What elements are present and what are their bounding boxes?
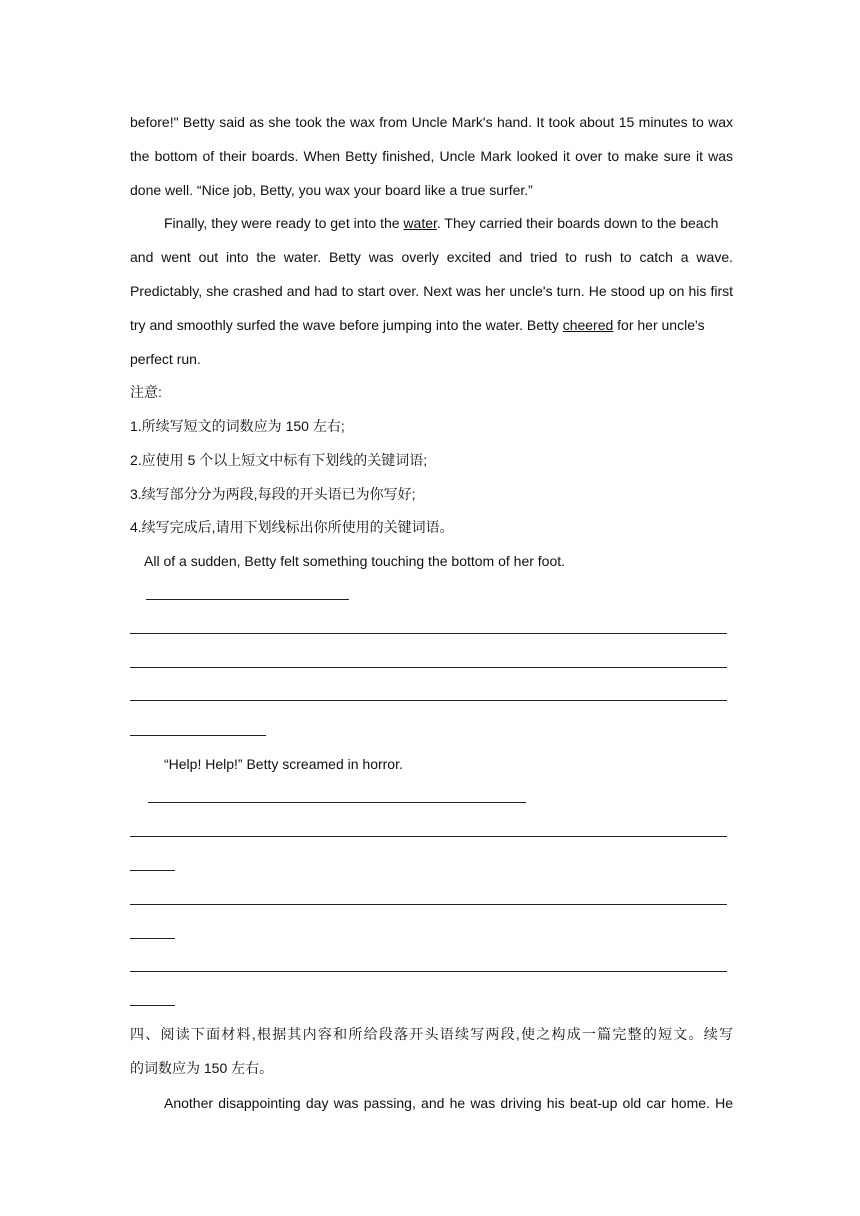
section4-instruction: 四、阅读下面材料,根据其内容和所给段落开头语续写两段,使之构成一篇完整的短文。续写 [130,1026,733,1042]
story-text: Finally, they were ready to get into the [164,215,404,231]
answer-blank[interactable] [130,938,175,939]
story-line: the bottom of their boards. When Betty finished, Uncle Mark looked it over to make sure it was [130,148,733,164]
story-line: perfect run. [130,351,201,367]
answer-blank[interactable] [130,870,175,871]
key-word-water: water [403,215,437,231]
section4-story-line: Another disappointing day was passing, and he was driving his beat-up old car home. He [164,1095,733,1111]
answer-blank[interactable] [130,836,727,837]
story-line [130,316,733,334]
story-text: for her uncle's [613,317,705,333]
story-line: done well. “Nice job, Betty, you wax your board like a true surfer.” [130,182,533,198]
story-line: Predictably, she crashed and had to start over. Next was her uncle's turn. He stood up on his first [130,283,733,299]
answer-blank[interactable] [130,1005,175,1006]
story-line: before!" Betty said as she took the wax from Uncle Mark's hand. It took about 15 minutes to wax [130,114,733,130]
answer-blank[interactable] [130,633,727,634]
answer-blank[interactable] [130,700,727,701]
answer-blank[interactable] [146,599,349,600]
note-item: 1.所续写短文的词数应为 150 左右; [130,418,345,434]
answer-blank[interactable] [130,904,727,905]
answer-blank[interactable] [130,735,266,736]
answer-blank[interactable] [130,667,727,668]
note-item: 2.应使用 5 个以上短文中标有下划线的关键词语; [130,452,428,468]
para2-opening: “Help! Help!” Betty screamed in horror. [164,756,403,772]
note-item: 4.续写完成后,请用下划线标出你所使用的关键词语。 [130,519,454,535]
story-text: try and smoothly surfed the wave before jumping into the water. Betty [130,317,563,333]
story-line [164,214,733,232]
note-item: 3.续写部分分为两段,每段的开头语已为你写好; [130,486,416,502]
answer-blank[interactable] [148,802,526,803]
notes-title: 注意: [130,384,162,400]
key-word-cheered: cheered [562,317,614,333]
answer-blank[interactable] [130,971,727,972]
story-text: . They carried their boards down to the beach [436,215,719,231]
story-line: and went out into the water. Betty was overly excited and tried to rush to catch a wave. [130,249,733,265]
section4-instruction: 的词数应为 150 左右。 [130,1060,274,1076]
para1-opening: All of a sudden, Betty felt something touching the bottom of her foot. [144,553,566,569]
